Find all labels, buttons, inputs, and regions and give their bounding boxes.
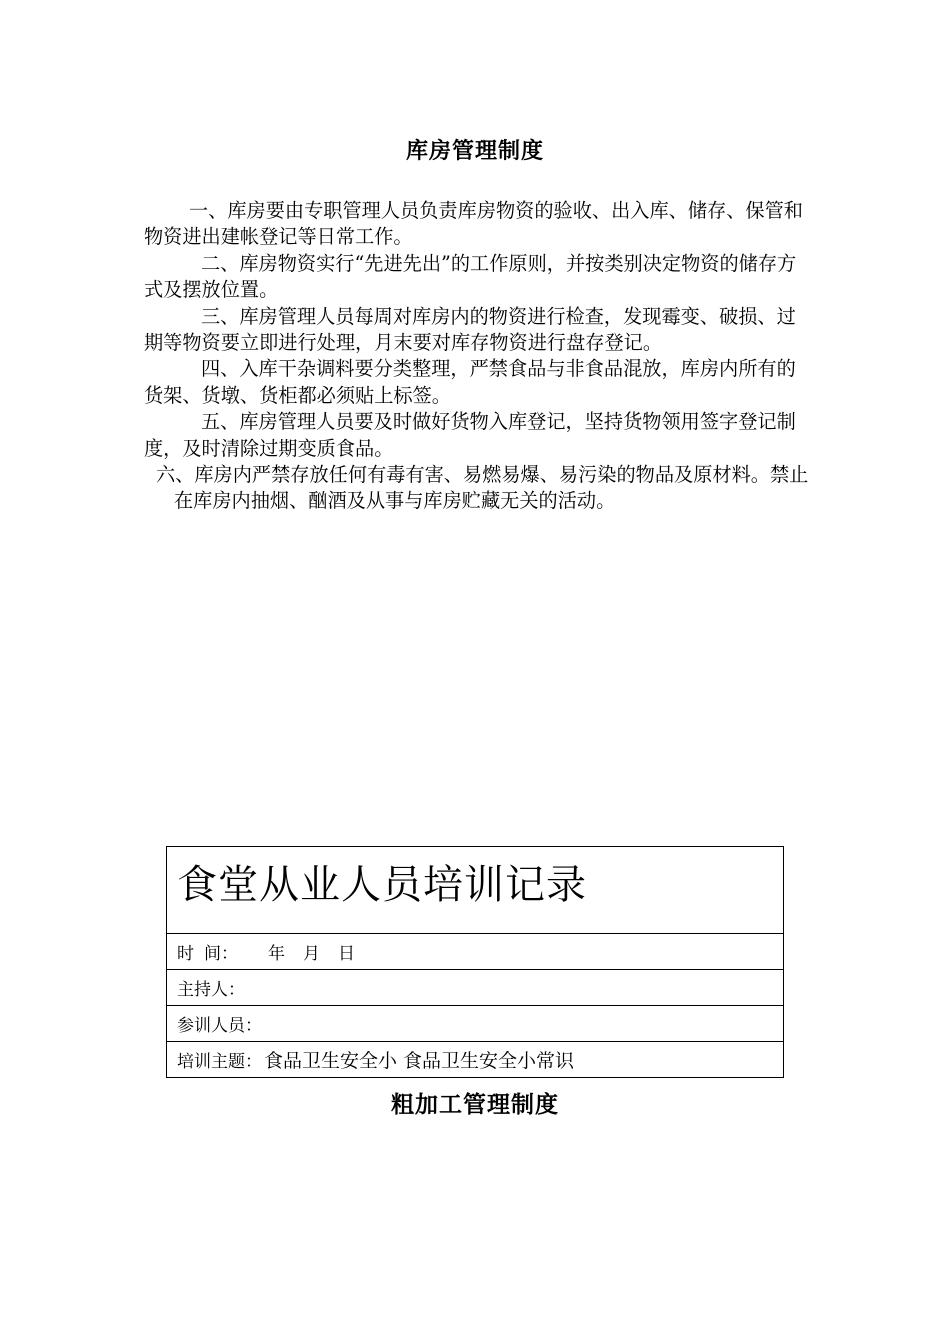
month-label: 月: [303, 944, 320, 964]
topic-label: 培训主题：: [177, 1052, 262, 1072]
year-label: 年: [268, 944, 285, 964]
attendees-label: 参训人员：: [177, 1016, 262, 1036]
regulation-paragraph-2: 二、库房物资实行“先进先出”的工作原则，并按类别决定物资的储存方式及摆放位置。: [144, 251, 797, 302]
record-title: 食堂从业人员培训记录: [177, 862, 587, 908]
regulation-paragraph-5: 五、库房管理人员要及时做好货物入库登记，坚持货物领用签字登记制度，及时清除过期变质食品。: [144, 410, 796, 460]
page-title: 库房管理制度: [405, 139, 544, 164]
record-topic-row: [167, 1041, 783, 1077]
day-label: 日: [338, 944, 355, 964]
time-label-part1: 时: [177, 944, 194, 964]
regulation-paragraph-1: 一、库房要由专职管理人员负责库房物资的验收、出入库、储存、保管和物资进出建帐登记等日常工作。: [144, 199, 803, 249]
record-time-row: [167, 933, 783, 969]
topic-value: 食品卫生安全小 食品卫生安全小常识: [264, 1050, 575, 1072]
regulation-paragraph-4: 四、入库干杂调料要分类整理，严禁食品与非食品混放，库房内所有的货架、货墩、货柜都必须贴上标签。: [144, 357, 796, 407]
regulation-paragraph-6: 六、库房内严禁存放任何有毒有害、易燃易爆、易污染的物品及原材料。禁止在库房内抽烟、酗酒及从事与库房贮藏无关的活动。: [156, 463, 809, 513]
section-title: 粗加工管理制度: [391, 1092, 559, 1118]
record-attendees-row: [167, 1005, 783, 1041]
time-label-part2: 间：: [204, 944, 238, 964]
regulation-paragraph-3: 三、库房管理人员每周对库房内的物资进行检查，发现霉变、破损、过期等物资要立即进行处理，月末要对库存物资进行盘存登记。: [144, 304, 796, 355]
regulation-body: [144, 198, 812, 515]
host-label: 主持人：: [177, 980, 245, 1000]
record-title-row: [167, 847, 783, 933]
record-host-row: [167, 969, 783, 1005]
training-record-table: [166, 846, 784, 1078]
